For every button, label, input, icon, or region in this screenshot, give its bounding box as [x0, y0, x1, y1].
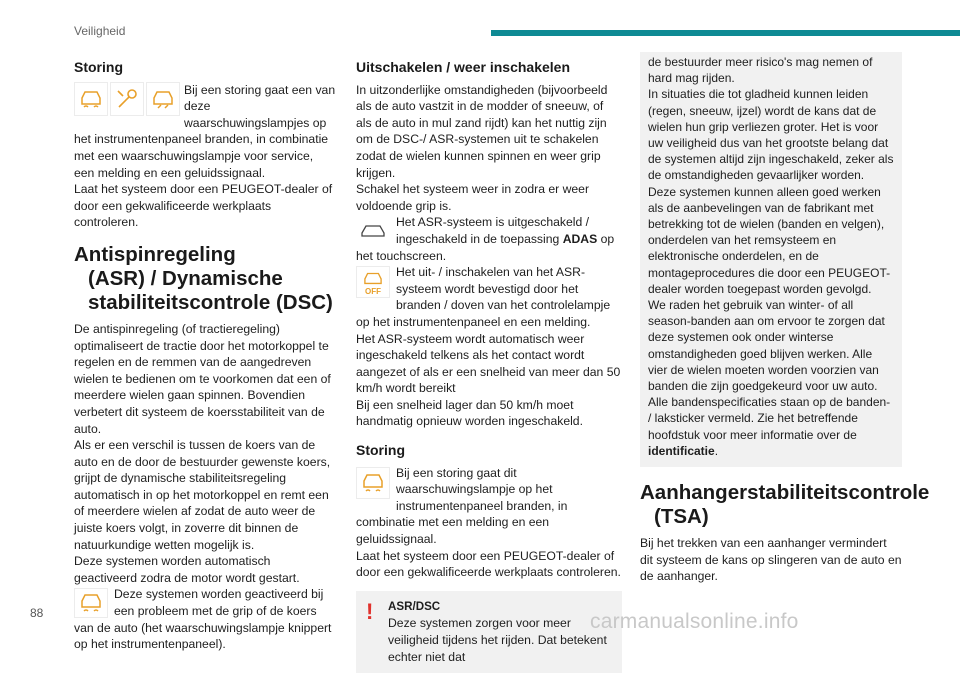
- storing-text: Bij een storing gaat een van deze waarschuwingslampjes op het instrumentenpaneel branden, in combinatie met een waarschuwingslampje voor service, een melding en een geluidssignaal.: [74, 82, 336, 180]
- uitschakelen-heading: Uitschakelen / weer inschakelen: [356, 59, 570, 75]
- exclamation-icon: !: [366, 598, 374, 624]
- box-p5-text-c: .: [714, 443, 719, 458]
- tsa-title-line-1: Aanhangerstabiliteitscontrole: [640, 481, 930, 505]
- uit-paragraph-5: Het ASR-systeem wordt automatisch weer ingeschakeld telkens als het contact wordt aangezet of als er een snelheid van meer dan 50 km/h wordt bereikt: [356, 331, 621, 396]
- car-outline-icon-box: [356, 218, 390, 244]
- dsc-warning-icon: [146, 82, 180, 116]
- column-middle: [356, 54, 622, 673]
- asr-paragraph-1: De antispinregeling (of tractieregeling) optimaliseert de tractie door het motorkoppel te regelen en de remmen van de aangedreven wielen te bedienen om te voorkomen dat een of meerdere wielen gaan spinnen. Bovendien verbetert dit systeem de koersstabiliteit van de auto.: [74, 321, 331, 436]
- tsa-paragraph-1: Bij het trekken van een aanhanger vermindert dit systeem de kans op slingeren van de auto en de aanhanger.: [640, 536, 902, 584]
- warning-icon-group: [74, 82, 180, 116]
- uit-p3-text-a: Het ASR-systeem is uitgeschakeld / ingeschakeld in de toepassing: [396, 215, 590, 246]
- asr-paragraph-2: Als er een verschil is tussen de koers van de auto en de door de bestuurder gewenste koers, grijpt de dynamische stabiliteitsregeling automatisch in op het motorkoppel en remt een of meerdere wielen af zodat de auto weer de juiste koers volgt, in zoverre dit binnen de natuurkundige wetten mogelijk is.: [74, 438, 331, 552]
- note-text: Deze systemen zorgen voor meer veiligheid tijdens het rijden. Dat betekent echter niet dat: [388, 616, 607, 664]
- note-title: ASR/DSC: [388, 599, 441, 613]
- box-paragraph-5: [648, 394, 894, 459]
- page-number: 88: [30, 606, 44, 620]
- asr-title-line-3: stabiliteitscontrole (DSC): [88, 290, 333, 314]
- dsc-fault-icon-box: [356, 467, 390, 499]
- box-paragraph-1: de bestuurder meer risico's mag nemen of hard mag rijden.: [648, 55, 873, 86]
- asr-paragraph-4: Deze systemen worden geactiveerd bij een probleem met de grip of de koers van de auto (het waarschuwingslampje knippert op het instrumentenpaneel).: [74, 587, 332, 652]
- skidding-car-icon: [74, 588, 108, 618]
- dsc-active-icon-box: [74, 588, 108, 618]
- header-section-label: Veiligheid: [74, 24, 126, 38]
- box-p5-text-a: Alle bandenspecificaties staan op de banden- / laksticker vermeld. Zie het betreffende hoofdstuk voor meer informatie over de: [648, 395, 891, 442]
- skidding-car-icon: [356, 467, 390, 499]
- storing-heading-2: Storing: [356, 442, 405, 459]
- header-accent-bar: [491, 30, 960, 36]
- skidding-car-icon: [74, 82, 108, 116]
- note-continuation-box: [640, 52, 902, 467]
- tsa-title: [640, 481, 930, 529]
- asr-dsc-title: [74, 243, 336, 315]
- asr-off-icon: [356, 266, 390, 298]
- asr-off-icon-box: [356, 266, 390, 298]
- box-paragraph-3: Deze systemen kunnen alleen goed werken als de aanbevelingen van de fabrikant met betrekking tot de wielen (banden en velgen), onderdelen van het remsysteem en elektronische onderdelen, en de montageprocedures die door een PEUGEOT-dealer worden toegepast worden gevolgd.: [648, 184, 891, 296]
- uit-paragraph-6: Bij een snelheid lager dan 50 km/h moet handmatig opnieuw worden ingeschakeld.: [356, 397, 583, 429]
- column-left: [74, 54, 336, 653]
- car-outline-icon: [356, 218, 390, 244]
- uit-paragraph-1: In uitzonderlijke omstandigheden (bijvoorbeeld als de auto vastzit in de modder of sneeuw, of als de auto in mul zand rijdt) kan het nuttig zijn om de DSC-/ ASR-systemen uit te schakelen zodat de wielen kunnen spinnen en weer grip krijgen.: [356, 82, 608, 180]
- tsa-title-line-2: (TSA): [654, 505, 709, 529]
- uit-paragraph-3: [356, 214, 622, 264]
- box-paragraph-4: We raden het gebruik van winter- of all season-banden aan om ervoor te zorgen dat deze systemen ook onder winterse omstandigheden goed blijven werken. Alle vier de wielen moeten worden voorzien van banden die zijn goedgekeurd voor uw auto.: [648, 298, 885, 394]
- storing-paragraph-1: Bij een storing gaat dit waarschuwingslampje op het instrumentenpaneel branden, in combinatie met een melding en een geluidssignaal.: [356, 465, 568, 547]
- asr-title-line-1: Antispinregeling: [74, 242, 236, 266]
- uit-paragraph-4: Het uit- / inschakelen van het ASR-systeem wordt bevestigd door het branden / doven van het controlelampje op het instrumentenpaneel en een melding.: [356, 265, 611, 329]
- asr-title-line-2: (ASR) / Dynamische: [88, 266, 283, 290]
- adas-label: ADAS: [562, 231, 598, 246]
- storing-text-2: Laat het systeem door een PEUGEOT-dealer of door een gekwalificeerde werkplaats controleren.: [74, 182, 333, 230]
- storing-heading: Storing: [74, 59, 123, 75]
- service-wrench-icon: [110, 82, 144, 116]
- off-label: OFF: [365, 286, 381, 296]
- column-right: [640, 54, 930, 585]
- asr-paragraph-3: Deze systemen worden automatisch geactiveerd zodra de motor wordt gestart.: [74, 554, 300, 585]
- box-paragraph-2: In situaties die tot gladheid kunnen leiden (regen, sneeuw, ijzel) wordt de kans dat de wielen hun grip verliezen groter. Het is voor uw veiligheid dus van het grootste belang dat de systemen altijd zijn ingeschakeld, zeker als de omstandigheden gevaarlijker worden.: [648, 87, 894, 183]
- uit-p3-text-c: op het touchscreen.: [356, 231, 615, 263]
- identificatie-link[interactable]: identificatie: [648, 443, 715, 458]
- watermark: carmanualsonline.info: [590, 610, 799, 633]
- uit-paragraph-2: Schakel het systeem weer in zodra er weer voldoende grip is.: [356, 182, 590, 213]
- asr-dsc-note: [356, 591, 622, 673]
- storing-paragraph-2: Laat het systeem door een PEUGEOT-dealer of door een gekwalificeerde werkplaats controleren.: [356, 548, 621, 580]
